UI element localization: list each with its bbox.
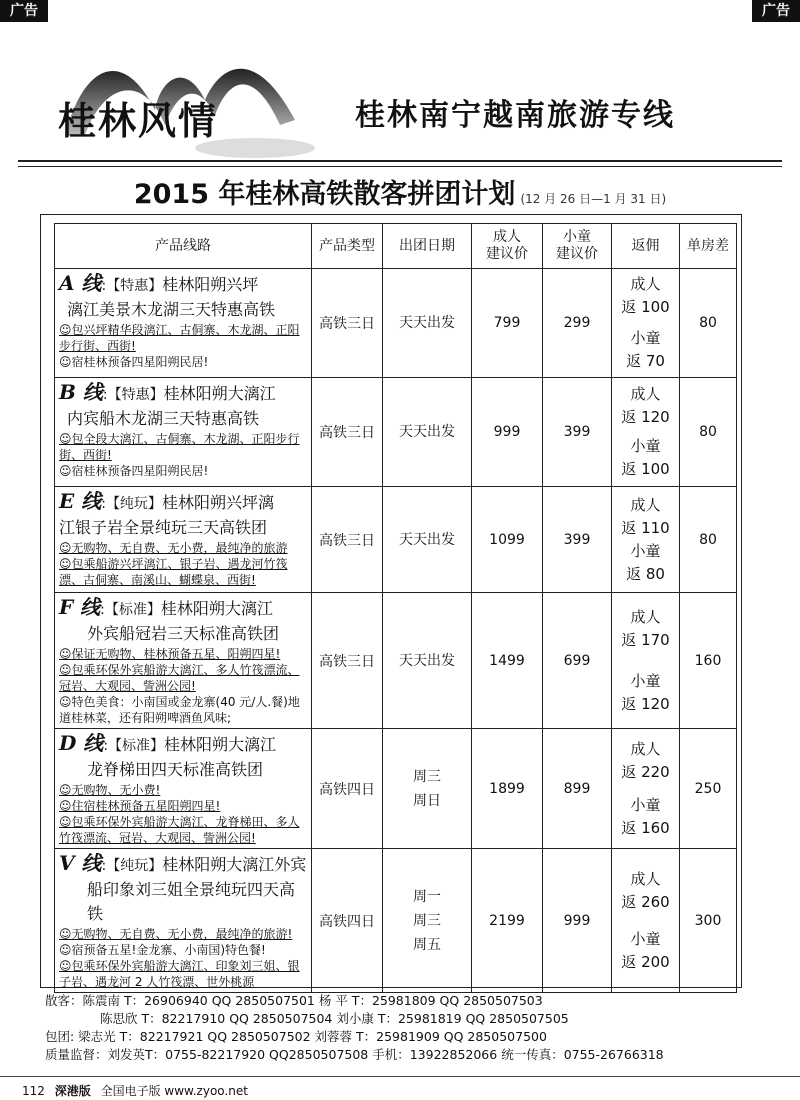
adult-price-cell: 1099 [472,487,543,593]
ad-label-left: 广告 [0,0,48,22]
rebate-cell: 成人 返 220 小童 返 160 [612,729,680,849]
date-cell: 周三 周日 [383,729,472,849]
edition-label: 深港版 [54,1084,91,1098]
footer [22,1082,248,1099]
header-single: 单房差 [680,224,737,269]
adult-price-cell: 1899 [472,729,543,849]
header-rule [18,160,782,162]
header-rebate: 返佣 [612,224,680,269]
header-type: 产品类型 [312,224,383,269]
child-price-cell: 399 [543,378,612,487]
single-room-cell: 80 [680,378,737,487]
web-edition: 全国电子版 www.zyoo.net [100,1084,248,1098]
rebate-cell: 成人 返 120 小童 返 100 [612,378,680,487]
date-cell: 天天出发 [383,269,472,378]
header-rule-thin [18,166,782,167]
rebate-cell: 成人 返 100 小童 返 70 [612,269,680,378]
adult-price-cell: 1499 [472,593,543,729]
child-price-cell: 699 [543,593,612,729]
page-title [0,172,800,211]
table-row [55,849,737,993]
contact-block [45,992,785,1064]
child-price-cell: 399 [543,487,612,593]
adult-price-cell: 799 [472,269,543,378]
table-row [55,729,737,849]
slogan: 桂林南宁越南旅游专线 [355,98,675,133]
title-dates: (12 月 26 日—1 月 31 日) [520,192,667,206]
child-price-cell: 999 [543,849,612,993]
type-cell: 高铁四日 [312,729,383,849]
header-date: 出团日期 [383,224,472,269]
table-row [55,593,737,729]
single-room-cell: 160 [680,593,737,729]
route-cell: D 线:【标准】桂林阳朔大漓江 龙脊梯田四天标准高铁团 ☺无购物、无小费! ☺住宿桂林预备五星阳朔四星! ☺包乘环保外宾船游大漓江、龙脊梯田、多人竹筏漂流、冠岩、大观园、訾洲公园! [55,729,312,849]
route-cell: E 线:【纯玩】桂林阳朔兴坪漓 江银子岩全景纯玩三天高铁团 ☺无购物、无自费、无小费，最纯净的旅游 ☺包乘船游兴坪漓江、银子岩、遇龙河竹筏漂、古侗寨、南溪山、蝴蝶泉、西街! [55,487,312,593]
rebate-cell: 成人 返 170 小童 返 120 [612,593,680,729]
route-cell: B 线:【特惠】桂林阳朔大漓江 内宾船木龙湖三天特惠高铁 ☺包全段大漓江、古侗寨、木龙湖、正阳步行街、西街! ☺宿桂林预备四星阳朔民居! [55,378,312,487]
date-cell: 天天出发 [383,593,472,729]
logo-text: 桂林风情 [58,98,219,143]
contact-line: 质量监督：刘发英T：0755-82217920 QQ2850507508 手机：13922852066 统一传真：0755-26766318 [45,1047,664,1062]
date-cell: 天天出发 [383,487,472,593]
route-cell: V 线:【纯玩】桂林阳朔大漓江外宾 船印象刘三姐全景纯玩四天高铁 ☺无购物、无自费、无小费，最纯净的旅游! ☺宿预备五星!金龙寨、小南国)特色餐! ☺包乘环保外宾船游大漓江、印象刘三姐、银子岩、遇龙河 2 人竹筏漂、世外桃源 [55,849,312,993]
type-cell: 高铁三日 [312,378,383,487]
date-cell: 周一 周三 周五 [383,849,472,993]
footer-rule [0,1076,800,1077]
single-room-cell: 300 [680,849,737,993]
type-cell: 高铁三日 [312,593,383,729]
route-cell: F 线:【标准】桂林阳朔大漓江 外宾船冠岩三天标准高铁团 ☺保证无购物、桂林预备五星、阳朔四星! ☺包乘环保外宾船游大漓江、多人竹筏漂流、冠岩、大观园、訾洲公园! ☺特色美食：小南国或金龙寨(40 元/人.餐)地道桂林菜，还有阳朔啤酒鱼风味; [55,593,312,729]
title-main: 2015 年桂林高铁散客拼团计划 [133,179,516,210]
date-cell: 天天出发 [383,378,472,487]
single-room-cell: 250 [680,729,737,849]
table-row [55,378,737,487]
tour-plan-table [54,223,737,993]
contact-line: 包团: 梁志光 T：82217921 QQ 2850507502 刘蓉蓉 T：25981909 QQ 2850507500 [45,1029,547,1044]
child-price-cell: 299 [543,269,612,378]
contact-line: 陈思欣 T：82217910 QQ 2850507504 刘小康 T：25981819 QQ 2850507505 [100,1011,569,1026]
ad-label-right: 广告 [752,0,800,22]
type-cell: 高铁三日 [312,487,383,593]
adult-price-cell: 2199 [472,849,543,993]
header-child-price: 小童 建议价 [543,224,612,269]
rebate-cell: 成人 返 260 小童 返 200 [612,849,680,993]
route-cell: A 线:【特惠】桂林阳朔兴坪 漓江美景木龙湖三天特惠高铁 ☺包兴坪精华段漓江、古侗寨、木龙湖、正阳步行街、西街! ☺宿桂林预备四星阳朔民居! [55,269,312,378]
type-cell: 高铁四日 [312,849,383,993]
rebate-cell: 成人 返 110 小童 返 80 [612,487,680,593]
single-room-cell: 80 [680,487,737,593]
header-adult-price: 成人 建议价 [472,224,543,269]
table-row [55,269,737,378]
page-number: 112 [22,1084,45,1098]
table-row [55,487,737,593]
child-price-cell: 899 [543,729,612,849]
table-header-row [55,224,737,269]
single-room-cell: 80 [680,269,737,378]
header-route: 产品线路 [55,224,312,269]
contact-line: 散客：陈震南 T：26906940 QQ 2850507501 杨 平 T：25981809 QQ 2850507503 [45,993,543,1008]
adult-price-cell: 999 [472,378,543,487]
type-cell: 高铁三日 [312,269,383,378]
